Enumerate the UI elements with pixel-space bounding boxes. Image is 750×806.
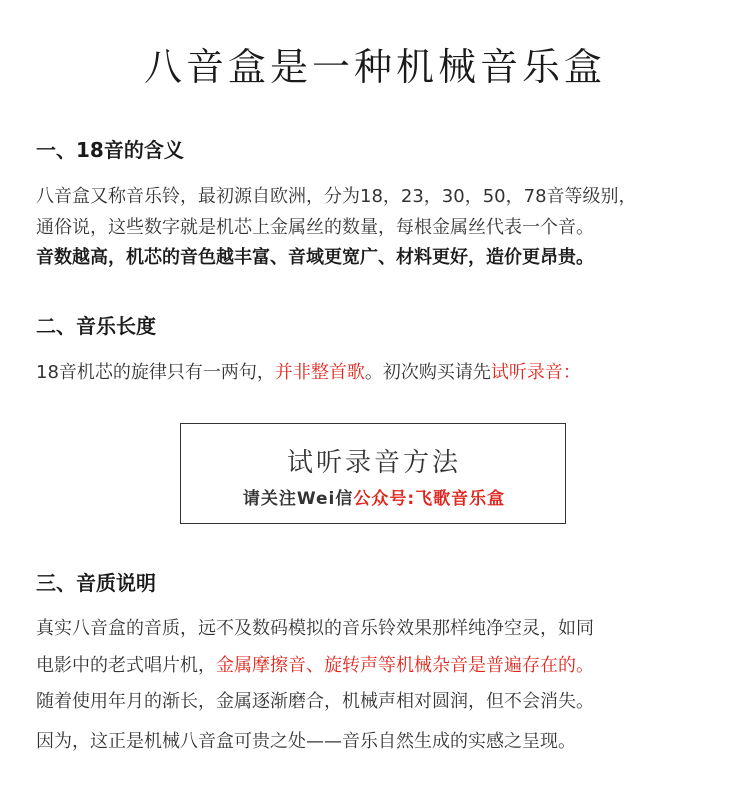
section-3-heading: 三、音质说明 — [36, 571, 156, 595]
listen-method-subtitle — [181, 484, 567, 509]
section-2-highlight-listen-recording: 试听录音 — [490, 362, 563, 383]
section-2-colon: ： — [562, 362, 581, 383]
section-2-text-1: 18音机芯的旋律只有一两句， — [36, 362, 275, 383]
page-title: 八音盒是一种机械音乐盒 — [143, 45, 606, 89]
section-1-line-3: 音数越高，机芯的音色越丰富、音域更宽广、材料更好，造价更昂贵。 — [36, 247, 594, 268]
section-3-line-1: 真实八音盒的音质，远不及数码模拟的音乐铃效果那样纯净空灵，如同 — [36, 618, 594, 639]
listen-method-title: 试听录音方法 — [286, 448, 461, 478]
section-2-line — [36, 358, 581, 384]
section-2-text-2: 。初次购买请先 — [364, 362, 491, 383]
section-2-highlight-not-full-song: 并非整首歌 — [274, 362, 365, 383]
official-account-name: 公众号:飞歌音乐盒 — [353, 489, 506, 509]
section-3-line-3: 随着使用年月的渐长，金属逐渐磨合，机械声相对圆润，但不会消失。 — [36, 691, 594, 712]
section-3-highlight-mechanical-noise: 金属摩擦音、旋转声等机械杂音是普遍存在的。 — [216, 655, 594, 676]
section-1-heading: 一、18音的含义 — [36, 138, 184, 162]
section-3-line-2 — [36, 651, 594, 677]
section-1-line-2: 通俗说，这些数字就是机芯上金属丝的数量，每根金属丝代表一个音。 — [36, 217, 594, 238]
listen-method-box — [180, 423, 566, 524]
section-1-line-1: 八音盒又称音乐铃，最初源自欧洲，分为18，23，30，50，78音等级别， — [36, 186, 637, 207]
section-2-heading: 二、音乐长度 — [36, 314, 156, 338]
section-3-text-plain: 电影中的老式唱片机， — [36, 655, 216, 676]
follow-wechat-text: 请关注Wei信 — [242, 489, 354, 509]
section-3-line-4: 因为，这正是机械八音盒可贵之处——音乐自然生成的实感之呈现。 — [36, 731, 576, 752]
